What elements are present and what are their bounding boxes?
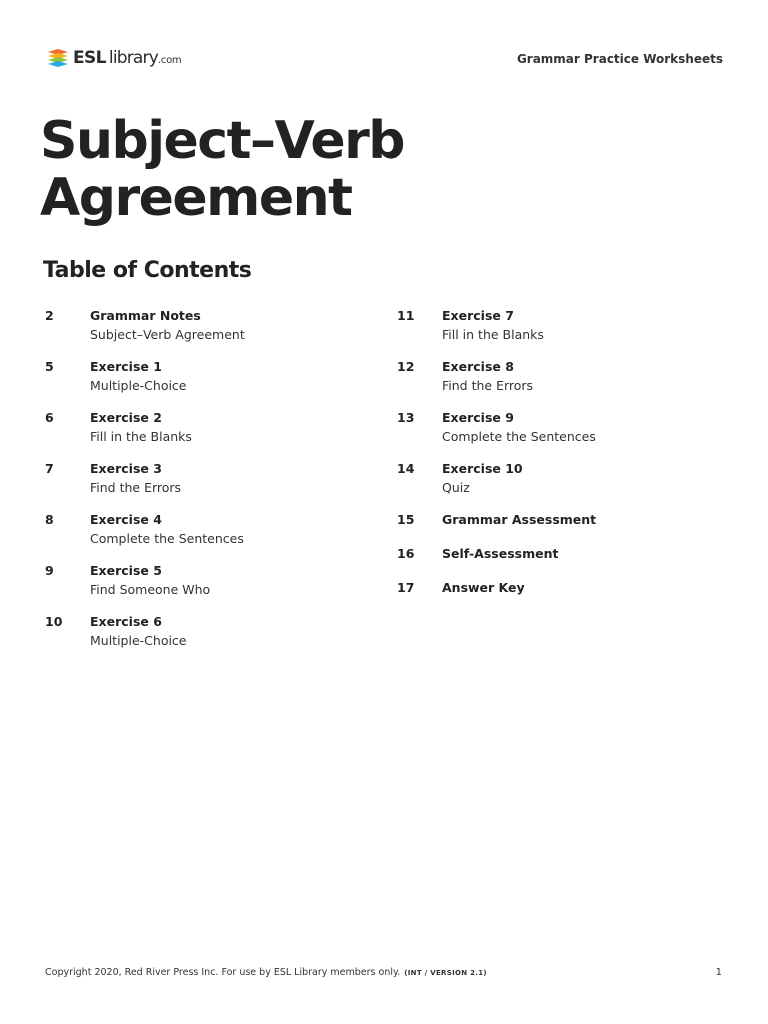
toc-entry-title: Exercise 6 [90,614,162,629]
toc-entry [45,306,365,357]
toc-entry-subtitle: Multiple-Choice [90,633,187,648]
toc-entry-subtitle: Multiple-Choice [90,378,187,393]
toc-left-column [45,306,365,663]
toc-entry [45,510,365,561]
toc-heading: Table of Contents [43,258,252,283]
logo-com-text: .com [158,55,182,66]
title-line-1: Subject–Verb [40,111,405,171]
toc-entry [45,408,365,459]
toc-entry-title: Exercise 4 [90,512,162,527]
copyright-text: Copyright 2020, Red River Press Inc. For use by ESL Library members only. [45,967,401,978]
page-title [40,113,404,227]
toc-entry-subtitle: Fill in the Blanks [442,327,544,342]
toc-entry-title: Exercise 8 [442,359,514,374]
toc-entry-title: Grammar Notes [90,308,201,323]
toc-entry-subtitle: Subject–Verb Agreement [90,327,245,342]
footer-copyright [45,967,487,978]
toc-entry-title: Exercise 9 [442,410,514,425]
toc-entry-subtitle: Find the Errors [442,378,534,393]
toc-entry-title: Exercise 7 [442,308,514,323]
page-number: 1 [715,967,722,978]
toc-page-number: 16 [397,546,415,561]
title-line-2: Agreement [40,168,352,228]
toc-page-number: 8 [45,512,54,527]
toc-page-number: 12 [397,359,415,374]
toc-entry-title: Exercise 10 [442,461,523,476]
toc-page-number: 13 [397,410,415,425]
toc-entry-subtitle: Complete the Sentences [442,429,596,444]
toc-entry-title: Exercise 3 [90,461,162,476]
toc-entry [397,578,717,612]
toc-entry [397,459,717,510]
toc-entry-subtitle: Fill in the Blanks [90,429,192,444]
toc-entry [45,459,365,510]
logo-esl-text: ESL [73,48,106,68]
toc-entry [45,612,365,663]
toc-page-number: 9 [45,563,54,578]
book-stack-logo-icon [46,46,70,70]
toc-right-column [397,306,717,612]
toc-page-number: 2 [45,308,54,323]
toc-entry-title: Grammar Assessment [442,512,597,527]
toc-page-number: 11 [397,308,415,323]
toc-entry-title: Exercise 2 [90,410,162,425]
logo-wordmark [73,48,181,68]
toc-page-number: 6 [45,410,54,425]
toc-entry [45,357,365,408]
toc-entry-subtitle: Find the Errors [90,480,182,495]
toc-entry [397,544,717,578]
toc-entry [397,357,717,408]
esl-library-logo [46,45,181,71]
toc-entry-title: Exercise 5 [90,563,162,578]
toc-entry-title: Self-Assessment [442,546,559,561]
series-title: Grammar Practice Worksheets [516,52,723,66]
toc-entry [45,561,365,612]
toc-page-number: 17 [397,580,415,595]
toc-entry-title: Answer Key [442,580,525,595]
toc-entry-title: Exercise 1 [90,359,162,374]
version-label: (INT / VERSION 2.1) [404,969,487,977]
toc-entry [397,306,717,357]
toc-page-number: 7 [45,461,54,476]
toc-entry-subtitle: Complete the Sentences [90,531,244,546]
logo-library-text: library [108,48,158,68]
toc-page-number: 10 [45,614,63,629]
toc-page-number: 15 [397,512,415,527]
toc-entry [397,408,717,459]
toc-page-number: 14 [397,461,415,476]
toc-entry-subtitle: Quiz [442,480,470,495]
toc-page-number: 5 [45,359,54,374]
toc-entry-subtitle: Find Someone Who [90,582,211,597]
toc-entry [397,510,717,544]
